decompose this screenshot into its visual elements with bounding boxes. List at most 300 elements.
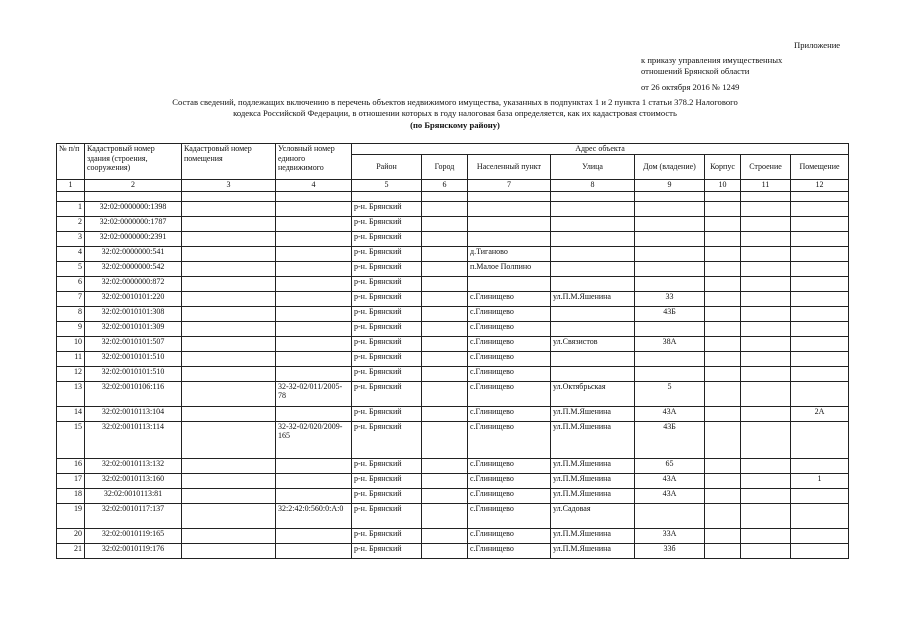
cell-cad-building: 32:02:0000000:872 (85, 276, 182, 291)
cell-cad-room (182, 216, 276, 231)
header-room: Помещение (791, 154, 849, 179)
header-cond-num: Условный номер единого недвижимого (276, 144, 352, 180)
cell-row-number: 18 (57, 488, 85, 503)
cell-building (741, 276, 791, 291)
cell-building (741, 201, 791, 216)
cell-building (741, 406, 791, 421)
cell-korpus (705, 261, 741, 276)
cell-district: р-н. Брянский (352, 351, 422, 366)
cell-locality: с.Глинищево (468, 406, 551, 421)
table-row (57, 366, 849, 381)
cell-street (551, 201, 635, 216)
cell-cond-number (276, 216, 352, 231)
cell-street: ул.П.М.Яшенина (551, 421, 635, 458)
cell-cond-number (276, 351, 352, 366)
cell-building (741, 261, 791, 276)
table-row (57, 543, 849, 558)
cell-district: р-н. Брянский (352, 488, 422, 503)
cell-row-number: 4 (57, 246, 85, 261)
property-register-table (56, 143, 849, 559)
cell-street (551, 366, 635, 381)
cell-house (635, 231, 705, 246)
cell-cad-building: 32:02:0010119:176 (85, 543, 182, 558)
cell-cad-building: 32:02:0010113:81 (85, 488, 182, 503)
header-house: Дом (владение) (635, 154, 705, 179)
header-building: Строение (741, 154, 791, 179)
cell-building (741, 216, 791, 231)
cell-cad-room (182, 246, 276, 261)
header-korpus: Корпус (705, 154, 741, 179)
cell-row-number: 9 (57, 321, 85, 336)
cell-room (791, 216, 849, 231)
cell-locality: с.Глинищево (468, 291, 551, 306)
cell-cad-room (182, 503, 276, 528)
col-number: 11 (741, 179, 791, 191)
cell-korpus (705, 528, 741, 543)
cell-city (422, 231, 468, 246)
cell-house (635, 276, 705, 291)
title-line-1: Состав сведений, подлежащих включению в перечень объектов недвижимого имущества, указанных в подпунктах 1 и 2 пункта 1 статьи 378.2 Налогового (172, 97, 738, 107)
cell-street: ул.П.М.Яшенина (551, 458, 635, 473)
cell-locality (468, 276, 551, 291)
cell-cad-building: 32:02:0010106:116 (85, 381, 182, 406)
cell-cond-number (276, 528, 352, 543)
cell-district: р-н. Брянский (352, 201, 422, 216)
cell-city (422, 406, 468, 421)
cell-room (791, 543, 849, 558)
cell-cond-number: 32:2:42:0:560:0:А:0 (276, 503, 352, 528)
cell-street: ул.П.М.Яшенина (551, 473, 635, 488)
cell-cad-room (182, 291, 276, 306)
cell-street (551, 306, 635, 321)
cell-city (422, 488, 468, 503)
cell-district: р-н. Брянский (352, 406, 422, 421)
cell-district: р-н. Брянский (352, 366, 422, 381)
cell-city (422, 381, 468, 406)
cell-room (791, 246, 849, 261)
cell-street (551, 261, 635, 276)
cell-cad-room (182, 321, 276, 336)
table-row (57, 381, 849, 406)
cell-korpus (705, 321, 741, 336)
cell-room (791, 421, 849, 458)
cell-cad-building: 32:02:0010101:220 (85, 291, 182, 306)
col-number: 9 (635, 179, 705, 191)
cell-building (741, 458, 791, 473)
cell-cad-room (182, 351, 276, 366)
cell-city (422, 276, 468, 291)
cell-street: ул.П.М.Яшенина (551, 406, 635, 421)
cell-district: р-н. Брянский (352, 503, 422, 528)
cell-cond-number (276, 543, 352, 558)
order-line-1: к приказу управления имущественных (641, 55, 783, 65)
cell-locality (468, 216, 551, 231)
spacer-row (57, 191, 849, 201)
table-row (57, 528, 849, 543)
cell-locality: с.Глинищево (468, 321, 551, 336)
cell-korpus (705, 503, 741, 528)
cell-city (422, 291, 468, 306)
cell-korpus (705, 488, 741, 503)
cell-cad-room (182, 201, 276, 216)
cell-room (791, 261, 849, 276)
cell-korpus (705, 231, 741, 246)
table-row (57, 473, 849, 488)
cell-korpus (705, 406, 741, 421)
table-row (57, 291, 849, 306)
header-address: Адрес объекта (352, 144, 849, 155)
cell-cad-building: 32:02:0010101:507 (85, 336, 182, 351)
cell-district: р-н. Брянский (352, 321, 422, 336)
col-number: 3 (182, 179, 276, 191)
cell-building (741, 381, 791, 406)
cell-row-number: 21 (57, 543, 85, 558)
cell-room (791, 336, 849, 351)
table-row (57, 458, 849, 473)
table-row (57, 276, 849, 291)
cell-room (791, 321, 849, 336)
cell-cond-number: 32-32-02/011/2005-78 (276, 381, 352, 406)
cell-building (741, 366, 791, 381)
cell-locality: с.Глинищево (468, 351, 551, 366)
col-number: 7 (468, 179, 551, 191)
cell-cond-number (276, 231, 352, 246)
cell-district: р-н. Брянский (352, 216, 422, 231)
cell-cad-building: 32:02:0000000:2391 (85, 231, 182, 246)
cell-street: ул.Садовая (551, 503, 635, 528)
cell-locality: с.Глинищево (468, 503, 551, 528)
cell-room (791, 458, 849, 473)
cell-korpus (705, 201, 741, 216)
cell-korpus (705, 246, 741, 261)
cell-house: 5 (635, 381, 705, 406)
cell-city (422, 351, 468, 366)
cell-city (422, 306, 468, 321)
cell-row-number: 13 (57, 381, 85, 406)
cell-cad-building: 32:02:0010101:308 (85, 306, 182, 321)
cell-room (791, 291, 849, 306)
cell-room (791, 306, 849, 321)
cell-cond-number (276, 291, 352, 306)
cell-cad-room (182, 261, 276, 276)
header-district: Район (352, 154, 422, 179)
cell-korpus (705, 458, 741, 473)
header-cad-building: Кадастровый номер здания (строения, сооружения) (85, 144, 182, 180)
cell-district: р-н. Брянский (352, 291, 422, 306)
cell-korpus (705, 276, 741, 291)
cell-house (635, 366, 705, 381)
col-number: 4 (276, 179, 352, 191)
cell-district: р-н. Брянский (352, 528, 422, 543)
header-locality: Населенный пункт (468, 154, 551, 179)
appendix-label: Приложение (794, 40, 841, 50)
cell-cond-number (276, 261, 352, 276)
cell-room (791, 351, 849, 366)
cell-cond-number (276, 321, 352, 336)
table-row (57, 246, 849, 261)
cell-row-number: 2 (57, 216, 85, 231)
cell-city (422, 543, 468, 558)
cell-cad-building: 32:02:0010101:510 (85, 351, 182, 366)
cell-street (551, 246, 635, 261)
cell-cond-number (276, 336, 352, 351)
cell-room: 1 (791, 473, 849, 488)
cell-korpus (705, 381, 741, 406)
cell-cond-number (276, 246, 352, 261)
cell-street: ул.П.М.Яшенина (551, 291, 635, 306)
table-row (57, 421, 849, 458)
table-row (57, 231, 849, 246)
header-num: № п/п (57, 144, 85, 180)
cell-building (741, 488, 791, 503)
cell-building (741, 351, 791, 366)
cell-city (422, 366, 468, 381)
cell-cad-room (182, 336, 276, 351)
cell-cad-building: 32:02:0010113:132 (85, 458, 182, 473)
cell-korpus (705, 366, 741, 381)
cell-building (741, 543, 791, 558)
cell-street: ул.П.М.Яшенина (551, 543, 635, 558)
cell-cad-room (182, 366, 276, 381)
cell-room (791, 528, 849, 543)
col-number: 2 (85, 179, 182, 191)
cell-locality (468, 201, 551, 216)
cell-cad-room (182, 421, 276, 458)
cell-city (422, 503, 468, 528)
cell-district: р-н. Брянский (352, 543, 422, 558)
cell-street (551, 216, 635, 231)
cell-room (791, 503, 849, 528)
cell-house (635, 321, 705, 336)
cell-house: 38А (635, 336, 705, 351)
cell-city (422, 246, 468, 261)
col-number: 1 (57, 179, 85, 191)
cell-row-number: 7 (57, 291, 85, 306)
cell-cond-number (276, 488, 352, 503)
cell-cad-building: 32:02:0000000:1787 (85, 216, 182, 231)
column-number-row (57, 179, 849, 191)
cell-locality: с.Глинищево (468, 306, 551, 321)
cell-building (741, 503, 791, 528)
cell-cond-number (276, 276, 352, 291)
col-number: 5 (352, 179, 422, 191)
cell-row-number: 5 (57, 261, 85, 276)
cell-room (791, 276, 849, 291)
table-row (57, 488, 849, 503)
cell-locality: с.Глинищево (468, 543, 551, 558)
cell-locality: с.Глинищево (468, 381, 551, 406)
cell-row-number: 12 (57, 366, 85, 381)
cell-korpus (705, 306, 741, 321)
cell-district: р-н. Брянский (352, 231, 422, 246)
cell-cad-building: 32:02:0010113:104 (85, 406, 182, 421)
cell-row-number: 14 (57, 406, 85, 421)
cell-cad-building: 32:02:0000000:541 (85, 246, 182, 261)
cell-district: р-н. Брянский (352, 306, 422, 321)
cell-locality: с.Глинищево (468, 528, 551, 543)
cell-cad-building: 32:02:0010119:165 (85, 528, 182, 543)
cell-house: 43А (635, 406, 705, 421)
cell-city (422, 458, 468, 473)
table-row (57, 261, 849, 276)
table-row (57, 201, 849, 216)
cell-korpus (705, 291, 741, 306)
cell-room: 2А (791, 406, 849, 421)
table-row (57, 306, 849, 321)
cell-house: 43Б (635, 421, 705, 458)
cell-korpus (705, 216, 741, 231)
cell-city (422, 261, 468, 276)
cell-cond-number (276, 458, 352, 473)
cell-cad-room (182, 306, 276, 321)
cell-row-number: 19 (57, 503, 85, 528)
cell-row-number: 17 (57, 473, 85, 488)
cell-building (741, 421, 791, 458)
cell-city (422, 528, 468, 543)
cell-cad-building: 32:02:0010101:309 (85, 321, 182, 336)
cell-district: р-н. Брянский (352, 276, 422, 291)
cell-cad-room (182, 381, 276, 406)
table-row (57, 321, 849, 336)
cell-row-number: 8 (57, 306, 85, 321)
cell-room (791, 488, 849, 503)
cell-cad-building: 32:02:0010117:137 (85, 503, 182, 528)
cell-cond-number (276, 306, 352, 321)
cell-korpus (705, 421, 741, 458)
header-street: Улица (551, 154, 635, 179)
cell-house (635, 246, 705, 261)
cell-locality (468, 231, 551, 246)
cell-house: 33б (635, 543, 705, 558)
cell-city (422, 216, 468, 231)
order-line-2: отношений Брянской области (641, 66, 750, 76)
cell-district: р-н. Брянский (352, 261, 422, 276)
cell-korpus (705, 543, 741, 558)
cell-building (741, 528, 791, 543)
cell-street (551, 351, 635, 366)
table-row (57, 336, 849, 351)
cell-cad-room (182, 406, 276, 421)
cell-korpus (705, 336, 741, 351)
cell-row-number: 20 (57, 528, 85, 543)
cell-room (791, 381, 849, 406)
cell-district: р-н. Брянский (352, 246, 422, 261)
cell-locality: с.Глинищево (468, 366, 551, 381)
cell-cad-building: 32:02:0000000:1398 (85, 201, 182, 216)
table-row (57, 351, 849, 366)
cell-locality: с.Глинищево (468, 421, 551, 458)
cell-cad-room (182, 473, 276, 488)
cell-building (741, 473, 791, 488)
cell-cad-room (182, 528, 276, 543)
cell-house (635, 216, 705, 231)
col-number: 6 (422, 179, 468, 191)
col-number: 8 (551, 179, 635, 191)
cell-street (551, 276, 635, 291)
cell-cad-building: 32:02:0000000:542 (85, 261, 182, 276)
cell-street: ул.П.М.Яшенина (551, 528, 635, 543)
cell-house (635, 351, 705, 366)
cell-district: р-н. Брянский (352, 421, 422, 458)
cell-city (422, 336, 468, 351)
cell-district: р-н. Брянский (352, 473, 422, 488)
cell-row-number: 15 (57, 421, 85, 458)
cell-cond-number (276, 406, 352, 421)
table-row (57, 216, 849, 231)
cell-cad-room (182, 231, 276, 246)
cell-house: 33 (635, 291, 705, 306)
cell-locality: с.Глинищево (468, 473, 551, 488)
cell-locality: с.Глинищево (468, 488, 551, 503)
cell-street (551, 321, 635, 336)
cell-cad-room (182, 543, 276, 558)
cell-locality: с.Глинищево (468, 336, 551, 351)
cell-cad-building: 32:02:0010113:114 (85, 421, 182, 458)
cell-house: 43А (635, 488, 705, 503)
cell-row-number: 10 (57, 336, 85, 351)
cell-district: р-н. Брянский (352, 381, 422, 406)
cell-cond-number: 32-32-02/020/2009-165 (276, 421, 352, 458)
header-cad-room: Кадастровый номер помещения (182, 144, 276, 180)
cell-city (422, 421, 468, 458)
order-date-line: от 26 октября 2016 № 1249 (641, 82, 740, 92)
cell-row-number: 16 (57, 458, 85, 473)
cell-building (741, 246, 791, 261)
cell-korpus (705, 351, 741, 366)
cell-building (741, 336, 791, 351)
cell-house: 65 (635, 458, 705, 473)
cell-korpus (705, 473, 741, 488)
cell-row-number: 3 (57, 231, 85, 246)
cell-house: 33А (635, 528, 705, 543)
cell-city (422, 321, 468, 336)
header-city: Город (422, 154, 468, 179)
cell-house: 43Б (635, 306, 705, 321)
cell-street: ул.П.М.Яшенина (551, 488, 635, 503)
cell-cad-room (182, 276, 276, 291)
cell-row-number: 11 (57, 351, 85, 366)
cell-house (635, 201, 705, 216)
cell-cond-number (276, 201, 352, 216)
cell-district: р-н. Брянский (352, 336, 422, 351)
col-number: 10 (705, 179, 741, 191)
cell-row-number: 6 (57, 276, 85, 291)
cell-room (791, 201, 849, 216)
cell-house: 43А (635, 473, 705, 488)
table-row (57, 406, 849, 421)
col-number: 12 (791, 179, 849, 191)
cell-cad-building: 32:02:0010101:510 (85, 366, 182, 381)
header-row (57, 144, 849, 155)
cell-room (791, 231, 849, 246)
cell-room (791, 366, 849, 381)
cell-street: ул.Связистов (551, 336, 635, 351)
cell-cond-number (276, 473, 352, 488)
cell-locality: п.Малое Полпино (468, 261, 551, 276)
cell-district: р-н. Брянский (352, 458, 422, 473)
cell-row-number: 1 (57, 201, 85, 216)
cell-cad-room (182, 488, 276, 503)
title-line-2: кодекса Российской Федерации, в отношении которых в году налоговая база определяется, как их кадастровая стоимость (233, 108, 677, 118)
cell-city (422, 473, 468, 488)
cell-city (422, 201, 468, 216)
cell-street: ул.Октябрьская (551, 381, 635, 406)
cell-building (741, 291, 791, 306)
cell-building (741, 321, 791, 336)
cell-house (635, 261, 705, 276)
table-row (57, 503, 849, 528)
cell-locality: с.Глинищево (468, 458, 551, 473)
